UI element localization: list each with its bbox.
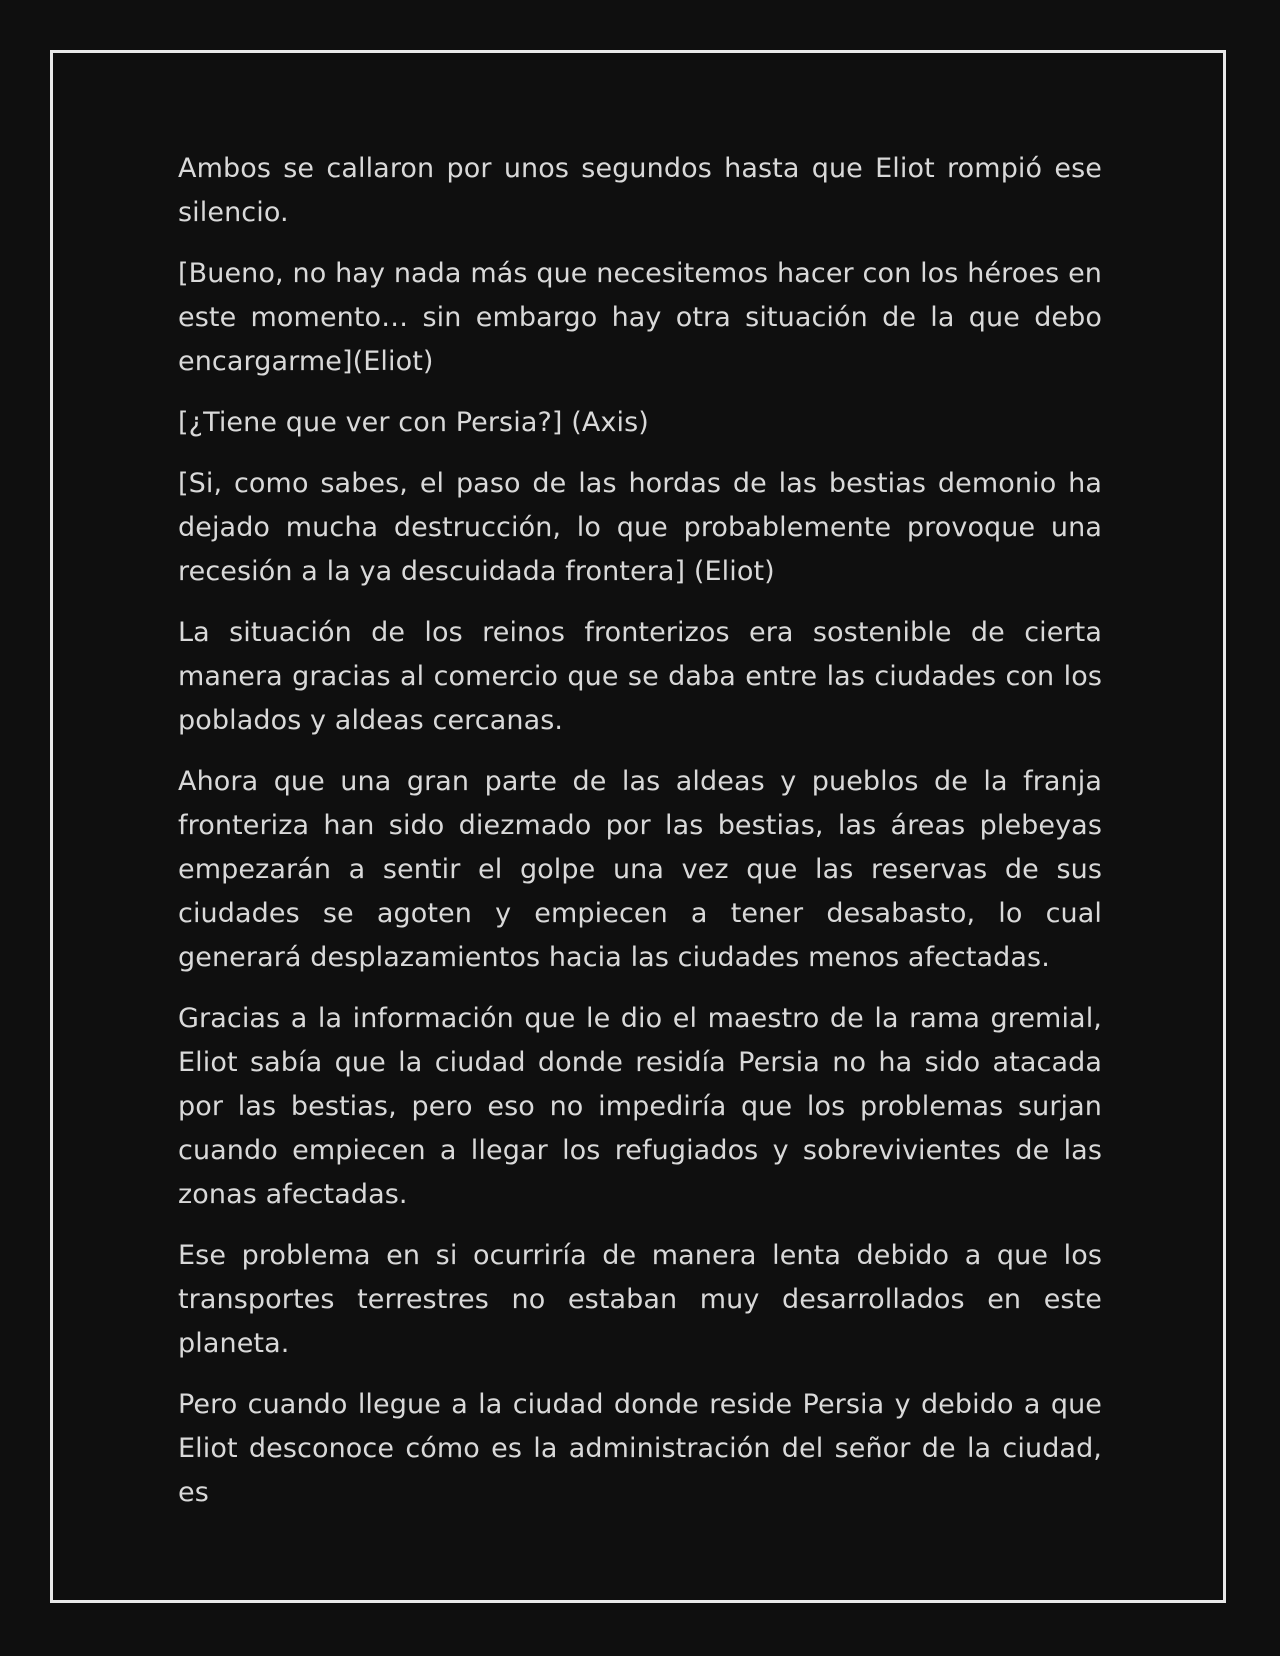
paragraph: Ese problema en si ocurriría de manera lenta debido a que los transportes terrestres no estaban muy desarrollados en este planeta. — [178, 1240, 1102, 1359]
paragraph: [Si, como sabes, el paso de las hordas de las bestias demonio ha dejado mucha destrucción, lo que probablemente provoque una recesión a la ya descuidada frontera] (Eliot) — [178, 468, 1102, 587]
paragraph: Ahora que una gran parte de las aldeas y pueblos de la franja fronteriza han sido diezmado por las bestias, las áreas plebeyas empezarán a sentir el golpe una vez que las reservas de sus ciudades se agoten y empiecen a tener desabasto, lo cual generará desplazamientos hacia las ciudades menos afectadas. — [178, 766, 1102, 973]
paragraph: La situación de los reinos fronterizos era sostenible de cierta manera gracias al comercio que se daba entre las ciudades con los poblados y aldeas cercanas. — [178, 617, 1102, 736]
paragraph: [¿Tiene que ver con Persia?] (Axis) — [178, 407, 649, 438]
story-text — [178, 147, 1102, 1532]
paragraph: [Bueno, no hay nada más que necesitemos hacer con los héroes en este momento… sin embargo hay otra situación de la que debo encargarme](Eliot) — [178, 258, 1102, 377]
paragraph: Pero cuando llegue a la ciudad donde reside Persia y debido a que Eliot desconoce cómo es la administración del señor de la ciudad, es — [178, 1389, 1102, 1508]
paragraph: Ambos se callaron por unos segundos hasta que Eliot rompió ese silencio. — [178, 153, 1102, 228]
paragraph: Gracias a la información que le dio el maestro de la rama gremial, Eliot sabía que la ciudad donde residía Persia no ha sido atacada por las bestias, pero eso no impediría que los problemas surjan cuando empiecen a llegar los refugiados y sobrevivientes de las zonas afectadas. — [178, 1003, 1102, 1210]
